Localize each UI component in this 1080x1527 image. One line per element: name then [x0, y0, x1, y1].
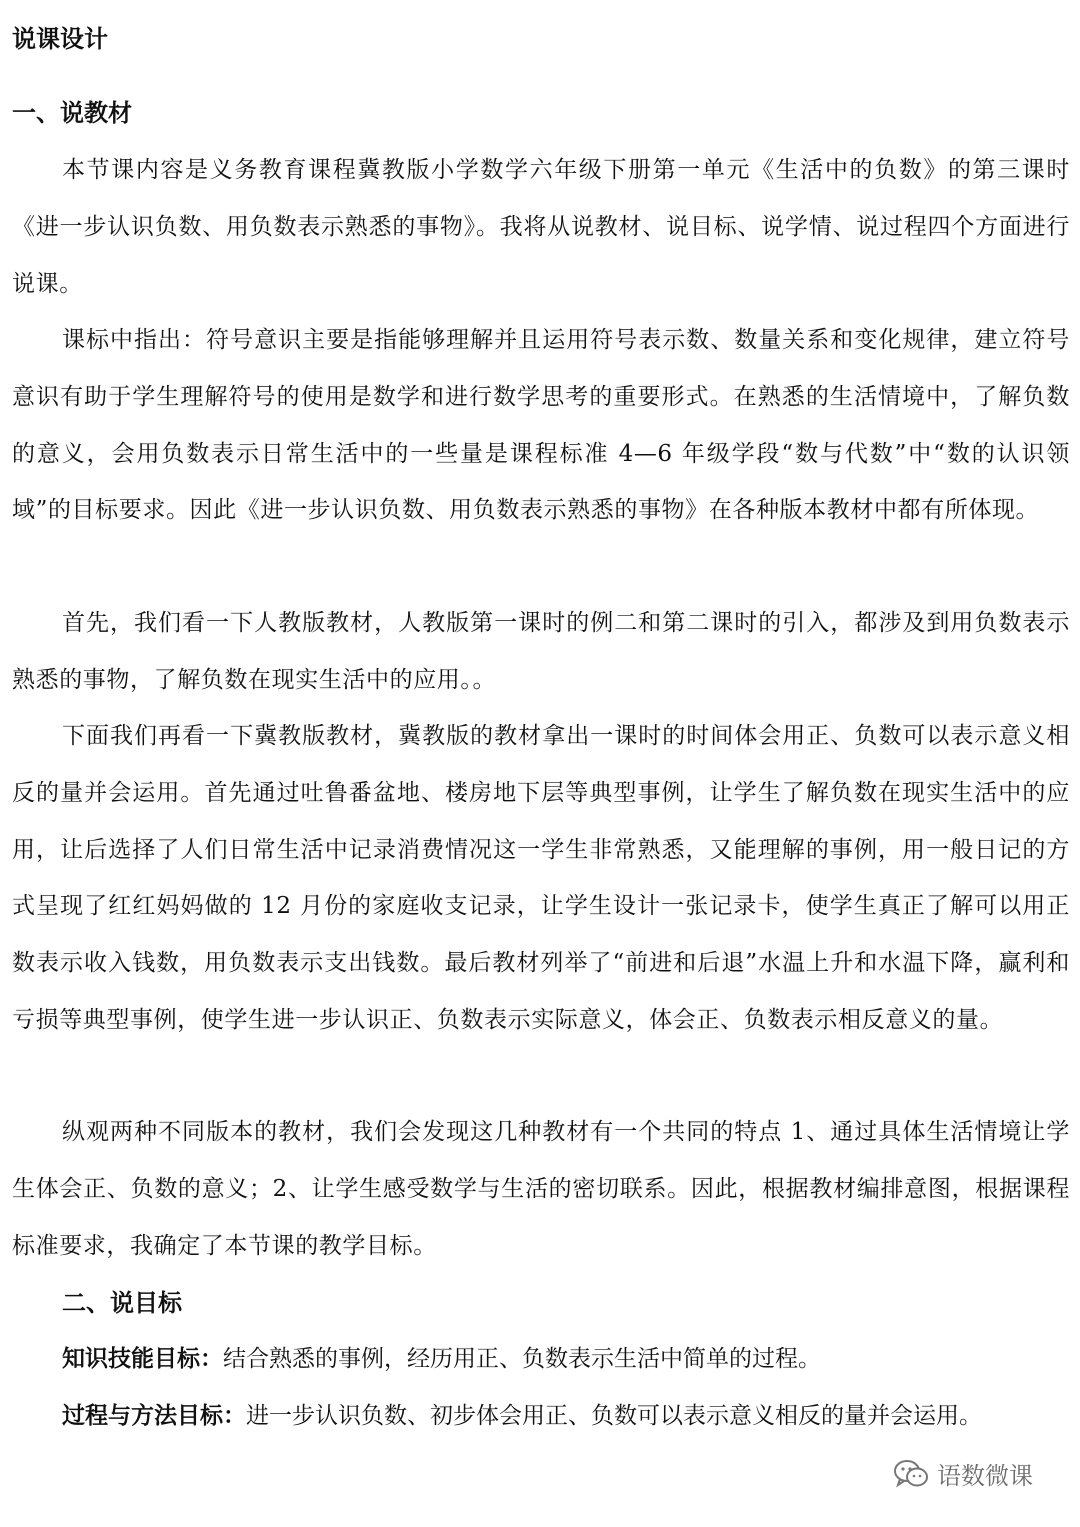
wechat-icon [893, 1458, 929, 1490]
paragraph: 课标中指出：符号意识主要是指能够理解并且运用符号表示数、数量关系和变化规律，建立符号意识有助于学生理解符号的使用是数学和进行数学思考的重要形式。在熟悉的生活情境中，了解负数的意义，会用负数表示日常生活中的一些量是课程标准 4—6 年级学段“数与代数”中“数的认识领域”的目标要求。因此《进一步认识负数、用负数表示熟悉的事物》在各种版本教材中都有所体现。 [12, 327, 1070, 524]
paragraph: 本节课内容是义务教育课程冀教版小学数学六年级下册第一单元《生活中的负数》的第三课时《进一步认识负数、用负数表示熟悉的事物》。我将从说教材、说目标、说学情、说过程四个方面进行说课。 [12, 157, 1070, 297]
goal-label: 过程与方法目标： [62, 1402, 246, 1429]
paragraph: 纵观两种不同版本的教材，我们会发现这几种教材有一个共同的特点 1、通过具体生活情境让学生体会正、负数的意义；2、让学生感受数学与生活的密切联系。因此，根据教材编排意图，根据课程标准要求，我确定了本节课的教学目标。 [12, 1119, 1070, 1259]
document-title: 说课设计 [12, 24, 108, 53]
goal-text: 进一步认识负数、初步体会用正、负数可以表示意义相反的量并会运用。 [246, 1403, 982, 1429]
goal-knowledge [62, 1340, 821, 1378]
watermark [893, 1456, 1033, 1491]
goal-label: 知识技能目标： [62, 1345, 223, 1372]
section-heading-materials: 一、说教材 [12, 98, 132, 127]
watermark-text: 语数微课 [937, 1462, 1033, 1490]
paragraph: 首先，我们看一下人教版教材，人教版第一课时的例二和第二课时的引入，都涉及到用负数表示熟悉的事物，了解负数在现实生活中的应用。。 [12, 610, 1070, 693]
section-heading-goals: 二、说目标 [62, 1288, 182, 1317]
goal-process [62, 1397, 982, 1435]
paragraph: 下面我们再看一下冀教版教材，冀教版的教材拿出一课时的时间体会用正、负数可以表示意义相反的量并会运用。首先通过吐鲁番盆地、楼房地下层等典型事例，让学生了解负数在现实生活中的应用，让后选择了人们日常生活中记录消费情况这一学生非常熟悉，又能理解的事例，用一般日记的方式呈现了红红妈妈做的 12 月份的家庭收支记录，让学生设计一张记录卡，使学生真正了解可以用正数表示收入钱数，用负数表示支出钱数。最后教材列举了“前进和后退”水温上升和水温下降，赢利和亏损等典型事例，使学生进一步认识正、负数表示实际意义，体会正、负数表示相反意义的量。 [12, 723, 1070, 1033]
goal-text: 结合熟悉的事例，经历用正、负数表示生活中简单的过程。 [223, 1346, 821, 1372]
